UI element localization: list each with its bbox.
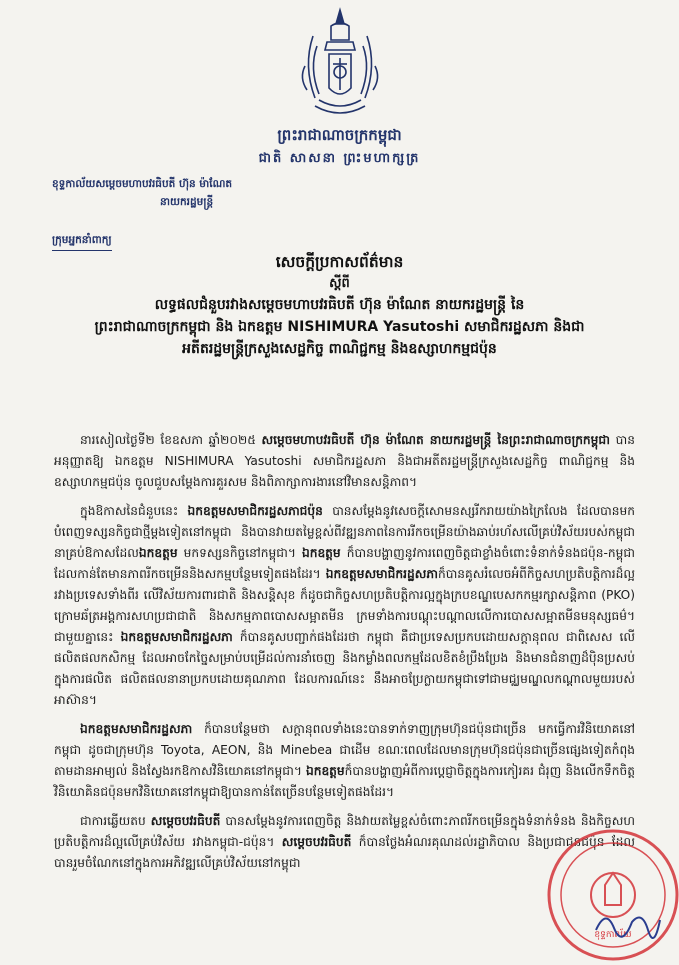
text-run: បានសម្តែងនូវការពេញចិត្ត និងវាយតម្លៃខ្ពស់ចំពោះភាពរីកចម្រើនក្នុងទំនាក់ទំនង និងកិច្ចសហប្រតិបត្តិការដ៏ល្អលើគ្រប់វិស័យ រវាងកម្ពុជា-ជប៉ុន។ <box>54 814 635 849</box>
national-motto: ជាតិ សាសនា ព្រះមហាក្សត្រ <box>258 151 421 166</box>
paragraph-3 <box>54 719 635 803</box>
bold-run: ឯកឧត្តមសមាជិករដ្ឋសភា <box>120 630 233 644</box>
bold-run: សម្តេចបវរធិបតី <box>281 835 352 849</box>
title-subject-line-1: លទ្ធផលជំនួបរវាងសម្តេចមហាបវរធិបតី ហ៊ុន ម៉ាណែត នាយករដ្ឋមន្ត្រី នៃ <box>154 297 525 313</box>
press-release-title <box>40 250 639 360</box>
title-press-release: សេចក្តីប្រកាសព័ត៌មាន <box>275 253 404 271</box>
issuing-office <box>52 175 282 211</box>
cabinet-office-position: នាយករដ្ឋមន្ត្រី <box>160 196 214 208</box>
press-release-body <box>54 430 635 882</box>
kingdom-heading: ព្រះរាជាណាចក្រកម្ពុជា <box>277 126 402 144</box>
text-run: ក៏បានបន្ថែមថា សក្តានុពលទាំងនេះបានទាក់ទាញក្រុមហ៊ុនជប៉ុនជាច្រើន មកធ្វើការវិនិយោគនៅកម្ពុជា ដូចជាក្រុមហ៊ុន Toyota, AEON, និង Minebea ជាដើម ខណៈពេលដែលមានក្រុមហ៊ុនជប៉ុនជាច្រើនផ្សេងទៀតកំពុងតាមដានអាម្យល់ និងស្វែងរកឱកាសវិនិយោគនៅកម្ពុជា។ <box>54 722 635 778</box>
title-subject-line-3: អតីតរដ្ឋមន្ត្រីក្រសួងសេដ្ឋកិច្ច ពាណិជ្ជកម្ម និងឧស្សាហកម្មជប៉ុន <box>182 341 497 357</box>
svg-text:ខុទ្ទកាល័យ: ខុទ្ទកាល័យ <box>594 930 632 940</box>
text-run: ក៏បានបង្ហាញនូវការពេញចិត្តជាខ្លាំងចំពោះទំនាក់ទំនងជប៉ុន-កម្ពុជា ដែលកាន់តែមានភាពរីកចម្រើននិងសកម្មបន្ថែមទៀតផងដែរ។ <box>54 546 635 581</box>
text-run: បានអនុញ្ញាតឱ្យ ឯកឧត្តម NISHIMURA Yasutoshi សមាជិករដ្ឋសភា និងជាអតីតរដ្ឋមន្ត្រីក្រសួងសេដ្ឋកិច្ច ពាណិជ្ជកម្ម និងឧស្សាហកម្មជប៉ុន ចូលជួបសម្តែងការគួរសម និងពិភាក្សាការងារនៅវិមានសន្តិភាព។ <box>54 433 635 489</box>
text-run: ក្នុងឱកាសនៃជំនួបនេះ <box>80 504 188 518</box>
spokesperson-unit: ក្រុមអ្នកនាំពាក្យ <box>52 234 112 251</box>
text-run: ក៏បានបង្ហាញអំពីការប្តេជ្ញាចិត្តក្នុងការកៀរគរ ជំរុញ និងលើកទឹកចិត្តវិនិយោគិនជប៉ុនមកវិនិយោគនៅកម្ពុជាឱ្យបានកាន់តែច្រើនបន្ថែមទៀតផងដែរ។ <box>54 764 635 799</box>
text-run: បានសម្តែងនូវសេចក្តីសោមនស្សរីករាយយ៉ាងក្រៃលែង ដែលបានមកបំពេញទស្សនកិច្ចជាថ្មីម្តងទៀតនៅកម្ពុជា និងបានវាយតម្លៃខ្ពស់ពីវឌ្ឍនភាពនៃការរីកចម្រើនយ៉ាងឆាប់រហ័សលើគ្រប់វិស័យរបស់កម្ពុជា នាគ្រប់ឱកាសដែល <box>54 504 635 560</box>
paragraph-2 <box>54 501 635 711</box>
bold-run: ឯកឧត្តមសមាជិករដ្ឋសភាជប៉ុន <box>187 504 323 518</box>
bold-run: ឯកឧត្តម <box>301 546 341 560</box>
bold-run: ឯកឧត្តមសមាជិករដ្ឋសភា <box>325 567 438 581</box>
text-run: ជាការឆ្លើយតប <box>80 814 151 828</box>
text-run: ក៏បានគូសបញ្ជាក់ផងដែរថា កម្ពុជា គឺជាប្រទេសប្រកបដោយសក្តានុពល ជាពិសេស លើផលិតផលកសិកម្ម ដែលអាចកែច្នៃសម្រាប់បម្រើដល់ការនាំចេញ និងកម្លាំងពលកម្មដែលខិតខំប្រឹងប្រែង និងមានជំនាញដ៏ប៉ិនប្រសប់ ក្នុងការផលិត ផលិតផលនានាប្រកបដោយគុណភាព ដែលការណ៍នេះ នឹងអាចប្រែក្លាយកម្ពុជាទៅជាមជ្ឈមណ្ឌលកណ្តាលមួយរបស់អាស៊ាន។ <box>54 630 635 707</box>
handwritten-signature <box>592 900 662 950</box>
bold-run: ឯកឧត្តម <box>305 764 345 778</box>
royal-coat-of-arms-emblem <box>295 6 385 124</box>
text-run: ក៏បានថ្លែងអំណរគុណដល់រដ្ឋាភិបាល និងប្រជាជនជប៉ុន ដែលបានរួមចំណែកនៅក្នុងការអភិវឌ្ឍលើគ្រប់វិស័យនៅកម្ពុជា <box>54 835 635 870</box>
bold-run: សម្តេចបវរធិបតី <box>150 814 221 828</box>
text-run: មកទស្សនកិច្ចនៅកម្ពុជា។ <box>177 546 302 560</box>
paragraph-1 <box>54 430 635 493</box>
title-subject-line-2: ព្រះរាជាណាចក្រកម្ពុជា និង ឯកឧត្តម NISHIMURA Yasutoshi សមាជិករដ្ឋសភា និងជា <box>94 319 585 335</box>
cabinet-office-name: ខុទ្ទកាល័យសម្តេចមហាបវរធិបតី ហ៊ុន ម៉ាណែត <box>52 178 233 190</box>
bold-run: សម្តេចមហាបវរធិបតី ហ៊ុន ម៉ាណែត នាយករដ្ឋមន្ត្រី នៃព្រះរាជាណាចក្រកម្ពុជា <box>261 433 611 447</box>
text-run: ក៏បានគូសរំលេចអំពីកិច្ចសហប្រតិបត្តិការដ៏ល្អរវាងប្រទេសទាំងពីរ លើវិស័យការពារជាតិ និងសន្តិសុខ ក៏ដូចជាកិច្ចសហប្រតិបត្តិការល្អក្នុងក្របខណ្ឌបេសកកម្មរក្សាសន្តិភាព (PKO) ក្រោមឆ័ត្រអង្គការសហប្រជាជាតិ និងសកម្មភាពបោសសម្អាតមីន ក្រមទាំងការបណ្តុះបណ្តាលលើការបោសសម្អាតមីនមនុស្សធម៌។ ជាមួយគ្នានេះ <box>54 567 635 644</box>
text-run: នារសៀលថ្ងៃទី២ ខែឧសភា ឆ្នាំ២០២៥ <box>80 433 262 447</box>
title-regarding: ស្តីពី <box>329 276 350 291</box>
bold-run: ឯកឧត្តម <box>138 546 178 560</box>
bold-run: ឯកឧត្តមសមាជិករដ្ឋសភា <box>80 722 193 736</box>
